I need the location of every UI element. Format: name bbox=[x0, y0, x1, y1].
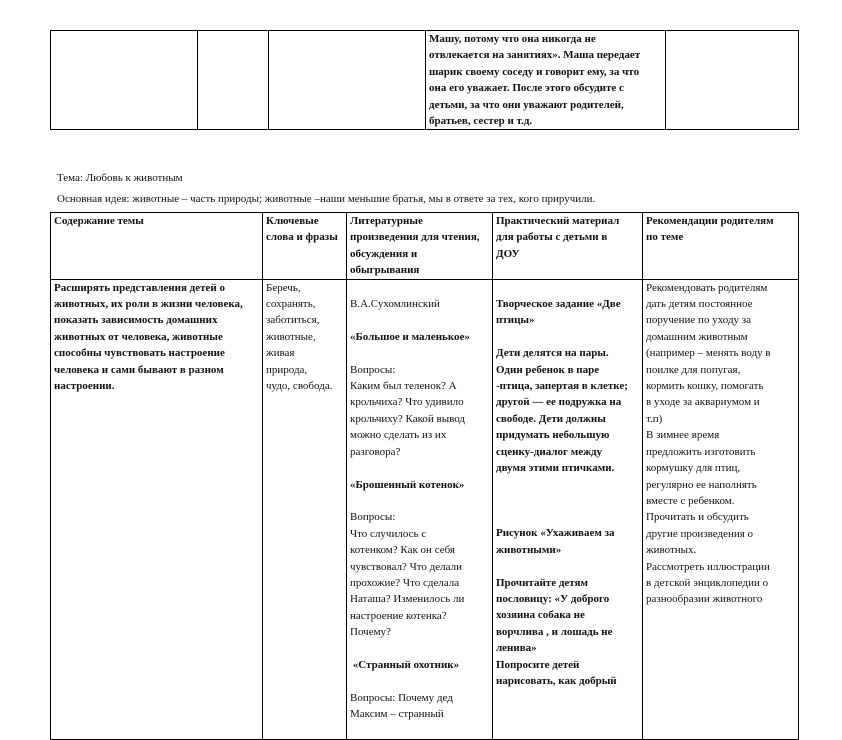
story-questions: Вопросы: Почему дед Максим – странный bbox=[350, 691, 453, 721]
story-questions: Вопросы: Что случилось с котенком? Как он себя чувствовал? Что делали прохожие? Что сделала Наташа? Изменилось ли настроение котенка? Почему? bbox=[350, 511, 465, 639]
story-title: «Большое и маленькое» bbox=[350, 330, 470, 343]
practical-cell bbox=[493, 279, 643, 739]
story-title: «Брошенный котенок» bbox=[350, 478, 465, 491]
empty-cell bbox=[198, 31, 269, 130]
header-practical: Практический материал для работы с детьми в ДОУ bbox=[493, 213, 643, 280]
header-keywords: Ключевые слова и фразы bbox=[263, 213, 347, 280]
empty-cell bbox=[666, 31, 799, 130]
keywords-cell: Беречь, сохранять, заботиться, животные, живая природа, чудо, свобода. bbox=[263, 279, 347, 739]
header-recommendations: Рекомендации родителям по теме bbox=[643, 213, 799, 280]
story-title: «Странный охотник» bbox=[350, 658, 460, 671]
theme-title: Тема: Любовь к животным bbox=[57, 172, 183, 184]
previous-table-fragment bbox=[50, 30, 799, 130]
activity-description-cell: Машу, потому что она никогда не отвлекается на занятиях». Маша передает шарик своему соседу и говорит ему, за что она его уважает. После этого обсудите с детьми, за что они уважают родителей, братьев, сестер и т.д. bbox=[426, 31, 666, 130]
table-row bbox=[51, 279, 799, 739]
recommendations-cell: Рекомендовать родителям дать детям постоянное поручение по уходу за домашним животным (например – менять воду в поилке для попугая, кормить кошку, помогать в уходе за аквариумом и т.п) В зимнее время предложить изготовить кормушку для птиц, регулярно ее наполнять вместе с ребенком. Прочитать и обсудить другие произведения о животных. Рассмотреть иллюстрации в детской энциклопедии о разнообразии животного bbox=[643, 279, 799, 739]
header-content: Содержание темы bbox=[51, 213, 263, 280]
task-text: Прочитайте детям пословицу: «У доброго хозяина собака не ворчлива , и лошадь не ленива» Попросите детей нарисовать, как добрый bbox=[496, 576, 617, 687]
empty-cell bbox=[269, 31, 426, 130]
author: В.А.Сухомлинский bbox=[350, 298, 440, 311]
literature-cell bbox=[347, 279, 493, 739]
empty-cell bbox=[51, 31, 198, 130]
task-title: Творческое задание «Две птицы» bbox=[496, 298, 621, 327]
theme-plan-table bbox=[50, 212, 799, 740]
theme-content-cell: Расширять представления детей о животных, их роли в жизни человека, показать зависимость домашних животных от человека, животные способны чувствовать настроение человека и сами бывают в разном настроении. bbox=[51, 279, 263, 739]
task-title: Рисунок «Ухаживаем за животными» bbox=[496, 527, 615, 556]
story-questions: Вопросы: Каким был теленок? А крольчиха? Что удивило крольчиху? Какой вывод можно сделать из их разговора? bbox=[350, 363, 465, 458]
header-row bbox=[51, 213, 799, 280]
task-text: Дети делятся на пары. Один ребенок в паре -птица, запертая в клетке; другой — ее подружка на свободе. Дети должны придумать небольшую сценку-диалог между двумя этими птичками. bbox=[496, 347, 628, 475]
main-idea: Основная идея: животные – часть природы; животные –наши меньшие братья, мы в ответе за тех, кого приручили. bbox=[57, 193, 596, 205]
header-literature: Литературные произведения для чтения, обсуждения и обыгрывания bbox=[347, 213, 493, 280]
